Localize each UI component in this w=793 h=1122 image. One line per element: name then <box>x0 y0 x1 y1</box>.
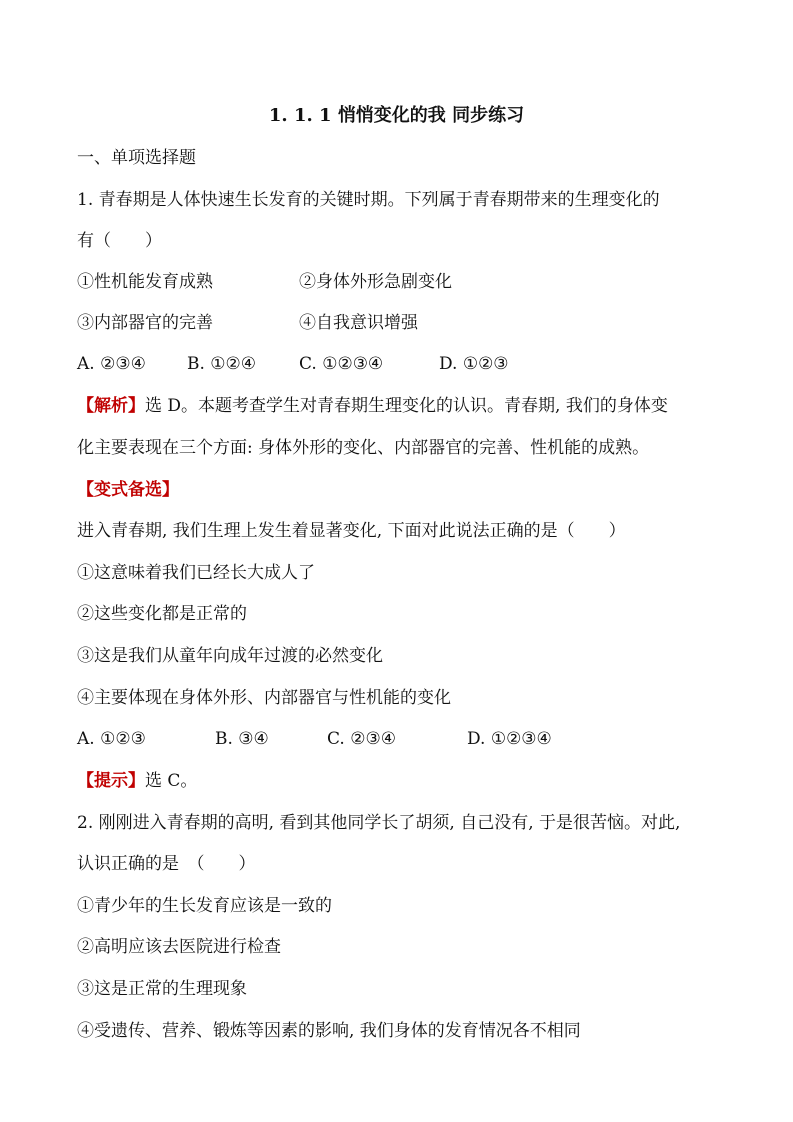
section-heading: 一、单项选择题 <box>77 148 196 168</box>
q1-item3: ③内部器官的完善 <box>77 313 213 333</box>
variant-item4: ④主要体现在身体外形、内部器官与性机能的变化 <box>77 688 451 708</box>
q2-item2: ②高明应该去医院进行检查 <box>77 937 281 957</box>
q2-stem-line2: 认识正确的是 （ ） <box>77 854 256 874</box>
q1-analysis-line1 <box>77 394 733 418</box>
variant-option-a: A. ①②③ <box>77 729 146 749</box>
variant-tag: 【变式备选】 <box>77 480 179 500</box>
q2-item4: ④受遗传、营养、锻炼等因素的影响, 我们身体的发育情况各不相同 <box>77 1021 581 1041</box>
q1-stem-line2: 有（ ） <box>77 231 162 251</box>
q2-item1: ①青少年的生长发育应该是一致的 <box>77 896 332 916</box>
q1-analysis-line2: 化主要表现在三个方面: 身体外形的变化、内部器官的完善、性机能的成熟。 <box>77 438 650 458</box>
variant-stem: 进入青春期, 我们生理上发生着显著变化, 下面对此说法正确的是（ ） <box>77 521 626 541</box>
document-title: 1. 1. 1 悄悄变化的我 同步练习 <box>268 105 525 126</box>
variant-option-b: B. ③④ <box>215 729 269 749</box>
q2-stem-line1: 2. 刚刚进入青春期的高明, 看到其他同学长了胡须, 自己没有, 于是很苦恼。对此, <box>77 813 681 833</box>
q1-items-row2 <box>77 311 733 335</box>
variant-item2: ②这些变化都是正常的 <box>77 604 247 624</box>
variant-item1: ①这意味着我们已经长大成人了 <box>77 563 315 583</box>
q1-options-row <box>77 352 733 376</box>
variant-option-c: C. ②③④ <box>327 729 396 749</box>
variant-hint <box>77 769 733 793</box>
q1-item2: ②身体外形急剧变化 <box>299 272 452 292</box>
variant-options-row <box>77 727 733 751</box>
q1-option-b: B. ①②④ <box>187 354 257 374</box>
q1-option-a: A. ②③④ <box>77 354 146 374</box>
q1-stem-line1: 1. 青春期是人体快速生长发育的关键时期。下列属于青春期带来的生理变化的 <box>77 190 660 210</box>
q1-option-d: D. ①②③ <box>439 354 509 374</box>
hint-tag: 【提示】 <box>77 771 145 791</box>
q1-items-row1 <box>77 270 733 294</box>
variant-item3: ③这是我们从童年向成年过渡的必然变化 <box>77 646 383 666</box>
q1-option-c: C. ①②③④ <box>299 354 384 374</box>
q2-item3: ③这是正常的生理现象 <box>77 979 247 999</box>
analysis-text-line1: 选 D。本题考查学生对青春期生理变化的认识。青春期, 我们的身体变 <box>145 396 668 416</box>
variant-heading <box>77 478 733 502</box>
analysis-tag: 【解析】 <box>77 396 145 416</box>
q1-item4: ④自我意识增强 <box>299 313 418 333</box>
variant-option-d: D. ①②③④ <box>467 729 552 749</box>
q1-item1: ①性机能发育成熟 <box>77 272 213 292</box>
hint-text: 选 C。 <box>145 771 198 791</box>
